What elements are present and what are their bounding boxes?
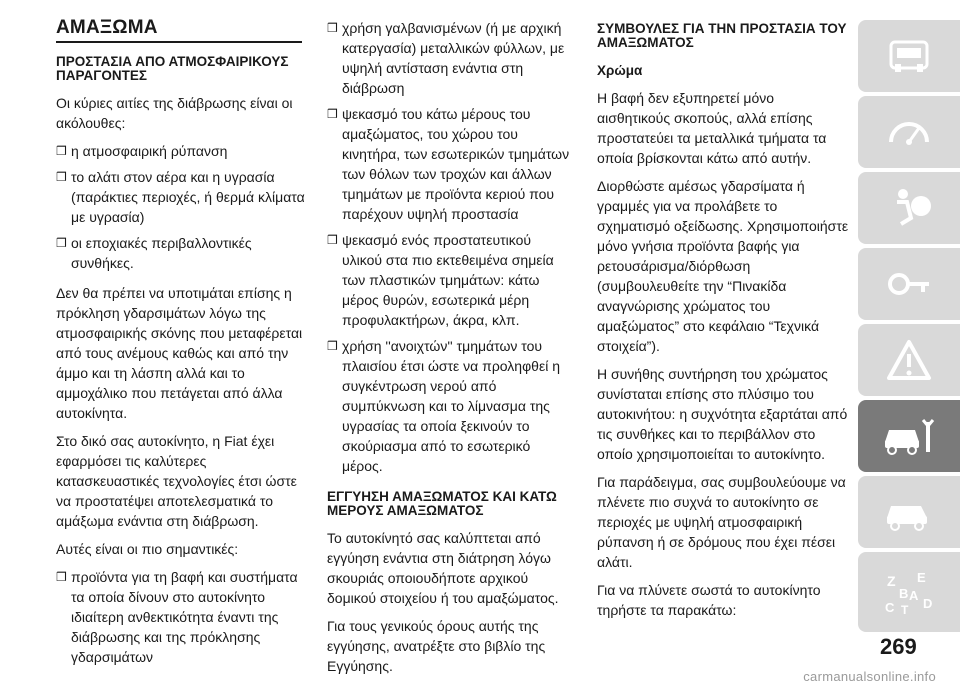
causes-list — [56, 141, 308, 273]
list-item: ❒ η ατμοσφαιρική ρύπανση — [56, 143, 228, 159]
svg-text:B: B — [899, 586, 909, 601]
tab-index[interactable] — [858, 552, 960, 632]
list-item: ❒ το αλάτι στον αέρα και η υγρασία (παράκτιες περιοχές, ή θερμά κλίματα με υγρασία) — [56, 169, 305, 225]
subheading-paint: Χρώμα — [597, 63, 643, 78]
list-item: ❒ οι εποχιακές περιβαλλοντικές συνθήκες. — [56, 235, 252, 271]
watermark: carmanualsonline.info — [803, 669, 936, 684]
tab-instruments[interactable] — [858, 96, 960, 168]
column-1 — [56, 55, 308, 677]
intro-paragraph: Οι κύριες αιτίες της διάβρωσης είναι οι ακόλουθες: — [56, 95, 293, 131]
list-item: ❒ ψεκασμό ενός προστατευτικού υλικού στα πιο εκτεθειμένα σημεία των πλαστικών τμημάτων: κάτω μέρος θυρών, εσωτερικά μέρη προφυλακτήρων, άκρα, κλπ. — [327, 232, 554, 328]
paragraph: Το αυτοκίνητό σας καλύπτεται από εγγύηση ενάντια στη διάτρηση λόγω σκουριάς οποιουδήποτε αρχικού δομικού στοιχείου ή του αμαξώματος. — [327, 530, 559, 606]
column-3 — [597, 22, 849, 628]
checkbox-bullet-icon: ❒ — [327, 339, 338, 353]
section-heading-protection: ΣΥΜΒΟΥΛΕΣ ΓΙΑ ΤΗΝ ΠΡΟΣΤΑΣΙΑ ΤΟΥ ΑΜΑΞΩΜΑΤΟΣ — [597, 21, 847, 50]
list-item: ❒ ψεκασμό του κάτω μέρους του αμαξώματος, του χώρου του κινητήρα, των εσωτερικών τμημάτων των θόλων των τροχών και άλλων τμημάτων με προϊόντα κεριού που παρέχουν υψηλή προστασία — [327, 106, 570, 222]
key-icon — [881, 260, 937, 308]
column-2 — [327, 18, 572, 684]
checkbox-bullet-icon: ❒ — [56, 236, 67, 250]
svg-text:T: T — [901, 603, 909, 616]
checkbox-bullet-icon: ❒ — [56, 570, 67, 584]
tab-emergency[interactable] — [858, 324, 960, 396]
paragraph: Δεν θα πρέπει να υποτιμάται επίσης η πρόκληση γδαρσιμάτων λόγω της ατμοσφαιρικής σκόνης που μεταφέρεται από τους ανέμους καθώς και από την άμμο και τη λάσπη αλλά και το αμμοχάλικο που πετάγεται από άλλα αυτοκίνητα. — [56, 285, 303, 421]
checkbox-bullet-icon: ❒ — [56, 170, 67, 184]
paragraph: Για να πλύνετε σωστά το αυτοκίνητο τηρήστε τα παρακάτω: — [597, 582, 821, 618]
tab-safety[interactable] — [858, 172, 960, 244]
checkbox-bullet-icon: ❒ — [327, 21, 338, 35]
svg-text:Z: Z — [887, 573, 896, 589]
car-wrench-icon — [881, 412, 937, 460]
tab-dashboard[interactable] — [858, 20, 960, 92]
gauge-icon — [881, 108, 937, 156]
paragraph: Διορθώστε αμέσως γδαρσίματα ή γραμμές για να προλάβετε το σχηματισμό οξείδωσης. Χρησιμοποιήστε μόνο γνήσια προϊόντα βαφής για ρετουσάρισμα/διόρθωση (συμβουλευθείτε την “Πινακίδα αναγνώρισης χρώματος του αμαξώματος” στο κεφάλαιο “Τεχνικά στοιχεία”). — [597, 178, 849, 354]
measures-list-continued — [327, 18, 572, 476]
checkbox-bullet-icon: ❒ — [327, 107, 338, 121]
svg-text:E: E — [917, 570, 926, 585]
paragraph: Η συνήθης συντήρηση του χρώματος συνίσταται επίσης στο πλύσιμο του αυτοκινήτου: η συχνότητα εξαρτάται από τις συνθήκες και το περιβάλλον στο οποίο χρησιμοποιείται το αυτοκίνητο. — [597, 366, 848, 462]
title-rule — [56, 41, 302, 43]
measures-list — [56, 567, 308, 667]
checkbox-bullet-icon: ❒ — [56, 144, 67, 158]
list-item: ❒ χρήση γαλβανισμένων (ή με αρχική κατεργασία) μεταλλικών φύλλων, με υψηλή αντίσταση ενάντια στη διάβρωση — [327, 20, 565, 96]
paragraph: Η βαφή δεν εξυπηρετεί μόνο αισθητικούς σκοπούς, αλλά επίσης προστατεύει τα μεταλλικά τμήματα τα οποία βρίσκονται κάτω από αυτήν. — [597, 90, 827, 166]
svg-text:D: D — [923, 596, 933, 611]
svg-text:A: A — [909, 588, 919, 603]
tab-specifications[interactable] — [858, 476, 960, 548]
specs-icon — [881, 488, 937, 536]
section-heading-atmospheric: ΠΡΟΣΤΑΣΙΑ ΑΠΟ ΑΤΜΟΣΦΑΙΡΙΚΟΥΣ ΠΑΡΑΓΟΝΤΕΣ — [56, 54, 289, 83]
section-heading-warranty: ΕΓΓΥΗΣΗ ΑΜΑΞΩΜΑΤΟΣ ΚΑΙ ΚΑΤΩ ΜΕΡΟΥΣ ΑΜΑΞΩΜΑΤΟΣ — [327, 489, 557, 518]
paragraph: Αυτές είναι οι πιο σημαντικές: — [56, 541, 239, 557]
index-letters-icon — [881, 568, 937, 616]
tab-maintenance[interactable] — [858, 400, 960, 472]
list-item: ❒ προϊόντα για τη βαφή και συστήματα τα οποία δίνουν στο αυτοκίνητο ιδιαίτερη ανθεκτικότητα έναντι της διάβρωσης και της πρόκλησης γδαρσιμάτων — [56, 569, 298, 665]
dashboard-car-icon — [881, 32, 937, 80]
airbag-icon — [881, 184, 937, 232]
svg-text:C: C — [885, 600, 895, 615]
paragraph: Στο δικό σας αυτοκίνητο, η Fiat έχει εφαρμόσει τις καλύτερες κατασκευαστικές τεχνολογίες έτσι ώστε να προστατέψει αποτελεσματικά το αμάξωμα ενάντια στη διάβρωση. — [56, 433, 297, 529]
paragraph: Για παράδειγμα, σας συμβουλεύουμε να πλένετε πιο συχνά το αυτοκίνητο σε περιοχές με υψηλή ατμοσφαιρική ρύπανση ή σε δρόμους που έχει πέσει αλάτι. — [597, 474, 846, 570]
list-item: ❒ χρήση ''ανοιχτών'' τμημάτων του πλαισίου έτσι ώστε να προληφθεί η συγκέντρωση νερού από συμπύκνωση και το λίμνασμα της υγρασίας τα οποία ξεκινούν το σκούριασμα από το εσωτερικό μέρος. — [327, 338, 560, 474]
page-title: ΑΜΑΞΩΜΑ — [56, 17, 158, 38]
tab-starting[interactable] — [858, 248, 960, 320]
paragraph: Για τους γενικούς όρους αυτής της εγγύησης, ανατρέξτε στο βιβλίο της Εγγύησης. — [327, 618, 546, 674]
page-number: 269 — [880, 634, 917, 659]
warning-triangle-icon — [881, 336, 937, 384]
checkbox-bullet-icon: ❒ — [327, 233, 338, 247]
